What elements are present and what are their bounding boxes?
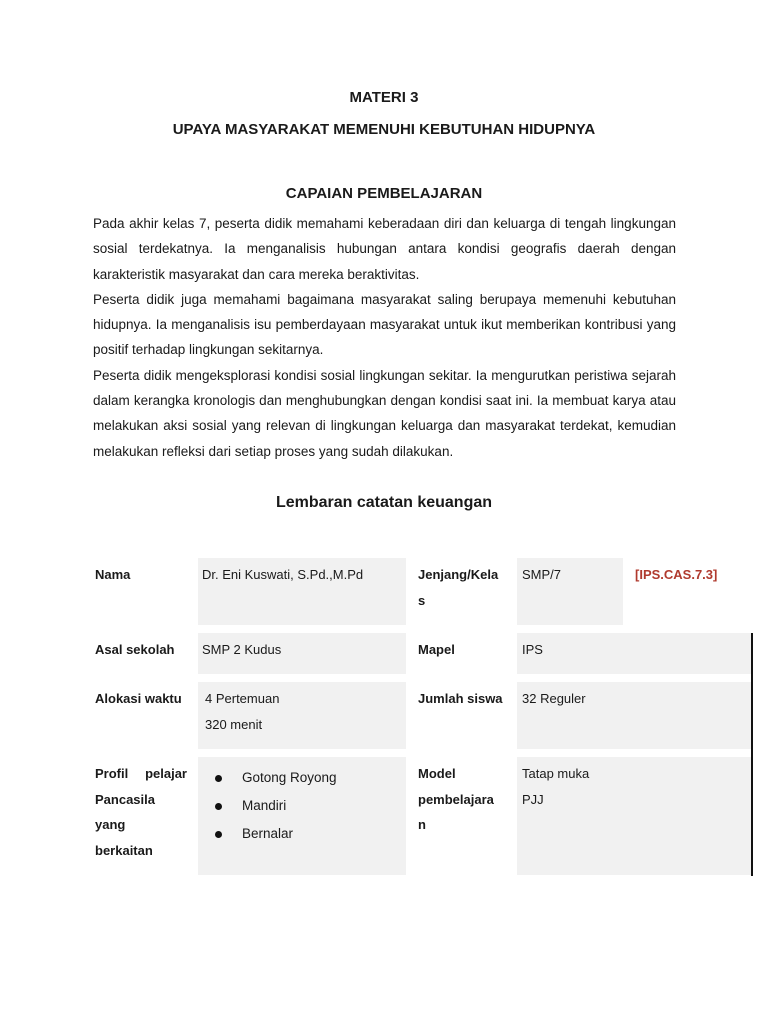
bullet-icon [215,831,222,838]
jenjang-label-line-2: s [418,592,426,608]
profil-label-line-1 [95,761,187,787]
jenjang-value: SMP/7 [517,558,623,625]
model-value-line-1: Tatap muka [522,766,590,781]
profil-item-label: Gotong Royong [242,770,337,785]
profil-bullet-list [198,764,406,848]
list-item [198,820,406,848]
capaian-paragraph-2: Peserta didik juga memahami bagaimana masyarakat saling berupaya memenuhi kebutuhan hidupnya. Ia menganalisis isu pemberdayaan masyarakat untuk ikut memberikan kontribusi yang positif terhadap lingkungan sekitarnya. [93,291,676,358]
competency-code: [IPS.CAS.7.3] [635,567,718,582]
model-pembelajaran-label [418,761,494,838]
jenjang-label-line-1: Jenjang/Kela [418,567,499,582]
bullet-icon [215,775,222,782]
mapel-value: IPS [517,633,751,674]
profil-pelajar-list [198,757,406,875]
alokasi-waktu-value [198,682,406,749]
material-number: MATERI 3 [349,89,419,106]
profil-label-line-4: berkaitan [95,842,153,858]
mapel-label: Mapel [418,642,455,657]
profil-label-word-2: pelajar [145,766,187,781]
model-label-line-1: Model [418,766,456,781]
capaian-paragraph-1: Pada akhir kelas 7, peserta didik memahami keberadaan diri dan keluarga di tengah lingkungan sosial terdekatnya. Ia menganalisis hubungan antara kondisi geografis daerah dengan karakteristik masyarakat dan cara mereka beraktivitas. [93,216,676,282]
asal-sekolah-label: Asal sekolah [95,642,175,657]
alokasi-line-1: 4 Pertemuan [205,691,280,706]
table-right-border [751,633,753,876]
material-topic: UPAYA MASYARAKAT MEMENUHI KEBUTUHAN HIDUPNYA [172,121,596,138]
model-value-line-2: PJJ [522,791,544,807]
alokasi-line-2: 320 menit [205,716,263,732]
profil-pelajar-label [95,761,187,863]
nama-label: Nama [95,567,131,582]
profil-item-label: Mandiri [242,798,287,813]
jumlah-siswa-label: Jumlah siswa [418,691,503,706]
jenjang-label [418,562,513,613]
asal-sekolah-value: SMP 2 Kudus [198,633,406,674]
list-item [198,764,406,792]
list-item [198,792,406,820]
worksheet-title: Lembaran catatan keuangan [275,494,493,511]
nama-value: Dr. Eni Kuswati, S.Pd.,M.Pd [198,558,406,625]
alokasi-waktu-label: Alokasi waktu [95,691,182,706]
bullet-icon [215,803,222,810]
jumlah-siswa-value: 32 Reguler [517,682,751,749]
capaian-heading: CAPAIAN PEMBELAJARAN [285,185,483,202]
capaian-paragraph-3: Peserta didik mengeksplorasi kondisi sosial lingkungan sekitar. Ia mengurutkan peristiwa sejarah dalam kerangka kronologis dan menghubungkan dengan kondisi saat ini. Ia membuat karya atau melakukan aksi sosial yang relevan di lingkungan keluarga dan masyarakat terdekat, kemudian melakukan refleksi dari setiap proses yang sudah dilakukan. [93,367,676,459]
model-label-line-3: n [418,817,426,832]
profil-label-word-1: Profil [95,766,129,781]
model-pembelajaran-value [517,757,751,875]
profil-label-line-2: Pancasila [95,791,155,807]
capaian-text [93,211,676,464]
model-label-line-2: pembelajara [418,791,494,807]
profil-label-line-3: yang [95,817,126,832]
profil-item-label: Bernalar [242,826,294,841]
